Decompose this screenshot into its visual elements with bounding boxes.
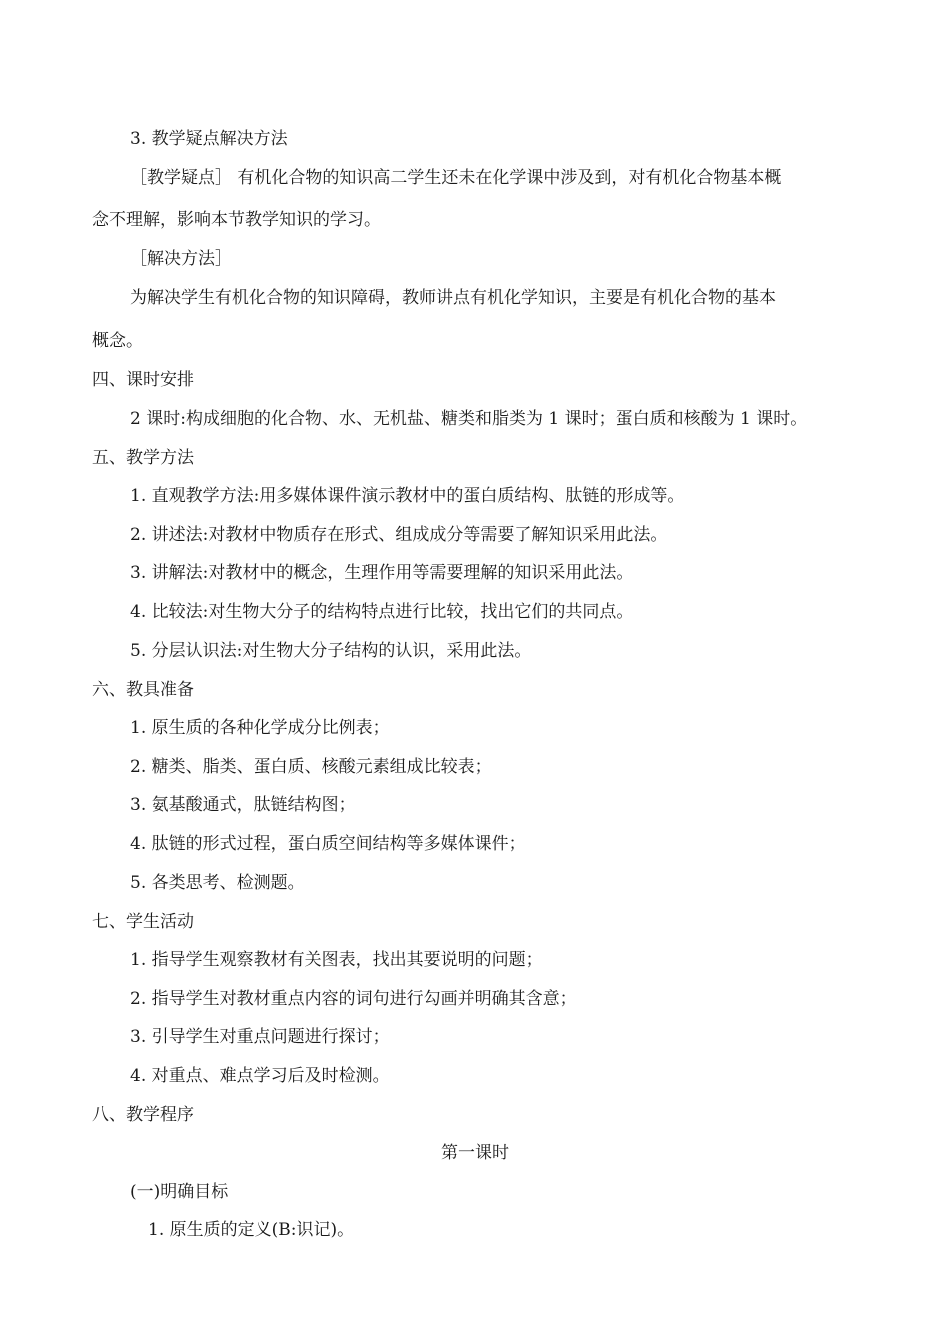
method-item: 2. 讲述法:对教材中物质存在形式、组成成分等需要了解知识采用此法。 (130, 525, 668, 545)
method-item: 3. 讲解法:对教材中的概念，生理作用等需要理解的知识采用此法。 (130, 563, 634, 583)
solution-paragraph-line-1: 为解决学生有机化合物的知识障碍，教师讲点有机化学知识，主要是有机化合物的基本 (130, 288, 776, 308)
section-heading-doubt-solution: 3. 教学疑点解决方法 (130, 129, 288, 149)
solution-label: ［解决方法］ (130, 249, 232, 269)
method-item: 5. 分层认识法:对生物大分子结构的认识，采用此法。 (130, 641, 532, 661)
method-item: 4. 比较法:对生物大分子的结构特点进行比较，找出它们的共同点。 (130, 602, 634, 622)
material-item: 3. 氨基酸通式，肽链结构图； (130, 795, 356, 815)
solution-paragraph-line-2: 概念。 (92, 331, 143, 351)
objective-item: 1. 原生质的定义(B:识记)。 (148, 1220, 355, 1240)
section-heading-materials: 六、教具准备 (92, 680, 194, 700)
sub-heading-objectives: (一)明确目标 (130, 1182, 229, 1202)
section-heading-teaching-procedure: 八、教学程序 (92, 1105, 194, 1125)
section-heading-methods: 五、教学方法 (92, 448, 194, 468)
section-heading-student-activities: 七、学生活动 (92, 912, 194, 932)
activity-item: 2. 指导学生对教材重点内容的词句进行勾画并明确其含意； (130, 989, 577, 1009)
activity-item: 3. 引导学生对重点问题进行探讨； (130, 1027, 390, 1047)
activity-item: 1. 指导学生观察教材有关图表，找出其要说明的问题； (130, 950, 543, 970)
activity-item: 4. 对重点、难点学习后及时检测。 (130, 1066, 390, 1086)
material-item: 5. 各类思考、检测题。 (130, 873, 305, 893)
lesson-title: 第一课时 (441, 1143, 509, 1163)
method-item: 1. 直观教学方法:用多媒体课件演示教材中的蛋白质结构、肽链的形成等。 (130, 486, 685, 506)
material-item: 4. 肽链的形式过程，蛋白质空间结构等多媒体课件； (130, 834, 526, 854)
material-item: 2. 糖类、脂类、蛋白质、核酸元素组成比较表； (130, 757, 492, 777)
schedule-content: 2 课时:构成细胞的化合物、水、无机盐、糖类和脂类为 1 课时；蛋白质和核酸为 1 课时。 (130, 409, 808, 429)
doubt-paragraph-line-1: ［教学疑点］ 有机化合物的知识高二学生还未在化学课中涉及到，对有机化合物基本概 (130, 168, 782, 188)
section-heading-schedule: 四、课时安排 (92, 370, 194, 390)
material-item: 1. 原生质的各种化学成分比例表； (130, 718, 390, 738)
doubt-paragraph-line-2: 念不理解，影响本节教学知识的学习。 (92, 210, 381, 230)
